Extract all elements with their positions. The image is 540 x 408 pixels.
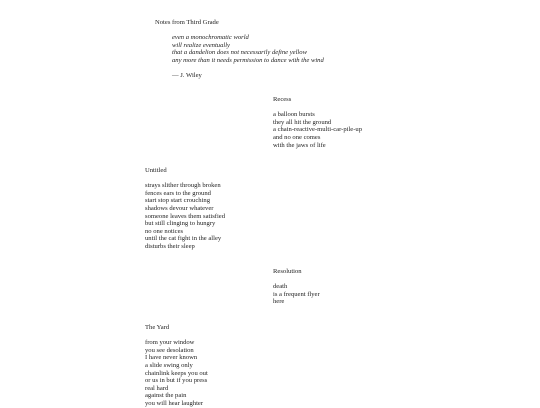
poem-resolution — [273, 268, 320, 306]
poem-title: The Yard — [145, 324, 170, 331]
epigraph-line: even a monochromatic world — [172, 34, 249, 41]
poem-line: here — [273, 298, 285, 306]
poem-line: until the cat fight in the alley — [145, 235, 222, 243]
poem-line: they all hit the ground — [273, 118, 332, 126]
stanza-gap — [172, 64, 324, 72]
poem-line: disturbs their sleep — [145, 242, 195, 250]
poem-line: no one notices — [145, 227, 184, 235]
poem-line: real hard — [145, 384, 169, 392]
poem-line: fences ears to the ground — [145, 189, 211, 197]
poem-line: or us in but if you press — [145, 377, 208, 385]
stanza-gap — [273, 276, 320, 284]
poem-line: someone leaves them satisfied — [145, 212, 226, 220]
collection-title — [155, 19, 219, 27]
poem-line: a chain-reactive-multi-car-pile-up — [273, 126, 363, 134]
poem-line: death — [273, 283, 288, 291]
epigraph-line: any more than it needs permission to dance with the wind — [172, 56, 324, 64]
poem-title: Untitled — [145, 167, 167, 174]
poem-line: you see desolation — [145, 346, 194, 354]
poem-the-yard — [145, 324, 208, 408]
poem-untitled — [145, 167, 225, 251]
poem-title: Recess — [273, 96, 292, 103]
poem-line: and no one comes — [273, 133, 321, 141]
poem-line: I have never known — [145, 354, 198, 362]
epigraph-line: will realize eventually — [172, 41, 230, 49]
epigraph-attribution: — J. Wiley — [172, 71, 202, 79]
poem-line: start stop start crouching — [145, 197, 211, 205]
poem-line: against the pain — [145, 392, 187, 400]
poem-line: a balloon bursts — [273, 111, 315, 119]
poem-line: a slide swing only — [145, 361, 193, 369]
poem-line: from your window — [145, 339, 195, 347]
epigraph-line: that a dandelion does not necessarily define yellow — [172, 49, 307, 57]
collection-title-text: Notes from Third Grade — [155, 19, 219, 26]
poem-line: strays slither through broken — [145, 182, 221, 190]
poem-title: Resolution — [273, 268, 302, 275]
poem-line: with the jaws of life — [273, 141, 326, 149]
poem-line: but still clinging to hungry — [145, 220, 216, 228]
poem-line: shadows devour whatever — [145, 204, 214, 212]
stanza-gap — [273, 104, 362, 112]
stanza-gap — [145, 175, 225, 183]
stanza-gap — [145, 332, 208, 340]
poem-line: is a frequent flyer — [273, 290, 320, 298]
poem-line: chainlink keeps you out — [145, 369, 208, 377]
poem-recess — [273, 96, 362, 149]
epigraph — [172, 34, 324, 80]
poem-line: you will hear laughter — [145, 399, 204, 407]
